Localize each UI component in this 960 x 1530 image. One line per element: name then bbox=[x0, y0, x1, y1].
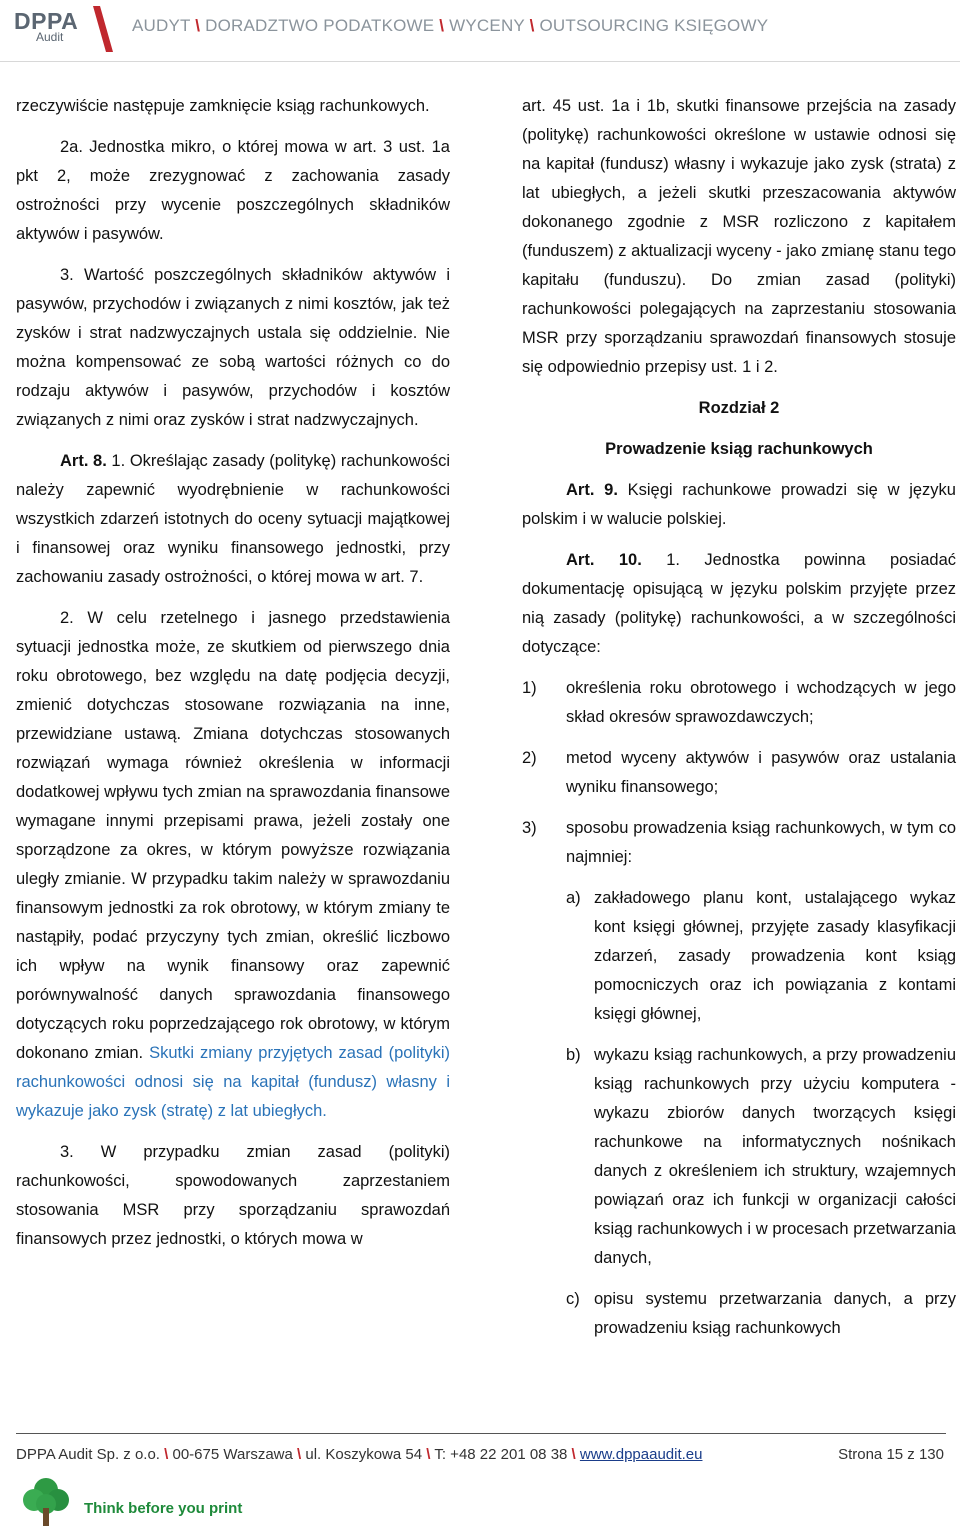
paragraph-text: Księgi rachunkowe prowadzi się w języku polskim i w walucie polskiej. bbox=[522, 481, 956, 528]
list-marker: b) bbox=[566, 1046, 581, 1064]
logo-slash-icon bbox=[91, 6, 115, 52]
list-marker: c) bbox=[566, 1290, 580, 1308]
header-divider bbox=[0, 61, 960, 62]
list-marker: a) bbox=[566, 889, 581, 907]
footer-company: DPPA Audit Sp. z o.o. bbox=[16, 1446, 160, 1463]
separator: \ bbox=[529, 16, 535, 35]
left-column bbox=[16, 92, 450, 1266]
paragraph-text: W celu rzetelnego i jasnego przedstawienia sytuacji jednostka może, ze skutkiem od pierwszego dnia roku obrotowego, bez względu na datę podjęcia decyzji, zmienić dotychczas stosowane rozwiązania na inne, przewidziane ustawą. Zmiana dotychczas stosowanych rozwiązań wymaga również określenia w informacji dodatkowej wpływu tych zmian na sprawozdania finansowe wymagane innymi przepisami prawa, jeżeli zostały one sporządzone za okres, w którym powyższe rozwiązania uległy zmianie. W przypadku takim należy w sprawozdaniu finansowym jednostki za rok obrotowy, w którym zmiany te nastąpiły, podać przyczyny tych zmian, określić liczbowo ich wpływ na wynik finansowy oraz zapewnić porównywalność danych sprawozdania finansowego dotyczących roku poprzedzającego rok obrotowy, w którym dokonano zmian. bbox=[16, 609, 450, 1062]
list-marker: 3) bbox=[522, 819, 537, 837]
page-header bbox=[0, 0, 960, 62]
chapter-heading: Rozdział 2 bbox=[698, 399, 780, 417]
paragraph-text: Wartość poszczególnych składników aktywów i pasywów, przychodów i związanych z nimi kosztów, jak też zysków i strat nadzwyczajnych ustala się oddzielnie. Nie można kompensować ze sobą wartości różnych co do rodzaju aktywów i pasywów, przychodów i kosztów związanych z nimi oraz zysków i strat nadzwyczajnych. bbox=[16, 266, 450, 429]
list-marker: 1) bbox=[522, 679, 537, 697]
website-link[interactable]: www.dppaaudit.eu bbox=[579, 1446, 703, 1463]
paragraph-number: 2. bbox=[60, 609, 74, 627]
footer-divider bbox=[16, 1433, 946, 1434]
paragraph bbox=[16, 1138, 450, 1254]
paragraph: art. 45 ust. 1a i 1b, skutki finansowe przejścia na zasady (politykę) rachunkowości określone w ustawie odnosi się na kapitał (fundusz) własny i wykazuje jako zysk (strata) z lat ubiegłych, a jeżeli skutki przeszacowania aktywów dokonanego zgodnie z MSR rozliczono z kapitałem (funduszem) z aktualizacji wyceny - jako zmianę stanu tego kapitału (funduszu). Do zmian zasad (polityki) rachunkowości polegających na zaprzestaniu stosowania MSR przy sporządzaniu sprawozdań finansowych stosuje się odpowiednio przepisy ust. 1 i 2. bbox=[522, 97, 956, 376]
sub-list-item bbox=[522, 884, 956, 1029]
list-item bbox=[522, 674, 956, 732]
company-logo[interactable] bbox=[14, 8, 124, 52]
list-marker: 2) bbox=[522, 749, 537, 767]
separator: \ bbox=[571, 1446, 576, 1463]
paragraph: rzeczywiście następuje zamknięcie ksiąg rachunkowych. bbox=[16, 97, 430, 115]
article-label: Art. 8. bbox=[60, 452, 107, 470]
list-item-text: określenia roku obrotowego i wchodzących w jego skład okresów sprawozdawczych; bbox=[566, 679, 956, 726]
paragraph-text: W przypadku zmian zasad (polityki) rachunkowości, spowodowanych zaprzestaniem stosowania MSR przy sporządzaniu sprawozdań finansowych przez jednostki, o których mowa w bbox=[16, 1143, 450, 1248]
footer-phone: T: +48 22 201 08 38 bbox=[434, 1446, 568, 1463]
footer-street: ul. Koszykowa 54 bbox=[305, 1446, 423, 1463]
page-number: Strona 15 z 130 bbox=[838, 1446, 944, 1463]
footer-contact bbox=[16, 1446, 702, 1463]
sub-list-item bbox=[522, 1041, 956, 1273]
paragraph-number: 3. bbox=[60, 1143, 74, 1161]
footer-address: 00-675 Warszawa bbox=[172, 1446, 293, 1463]
sub-list-item bbox=[522, 1285, 956, 1343]
nav-tax: DORADZTWO PODATKOWE bbox=[205, 16, 435, 35]
paragraph-text: Określając zasady (politykę) rachunkowości należy zapewnić wyodrębnienie w rachunkowości wszystkich zdarzeń istotnych do oceny sytuacji majątkowej i finansowej oraz wyniku finansowego jednostki, przy zachowaniu zasady ostrożności, o której mowa w art. 7. bbox=[16, 452, 450, 586]
nav-valuation: WYCENY bbox=[449, 16, 525, 35]
separator: \ bbox=[164, 1446, 169, 1463]
right-column bbox=[522, 92, 956, 1355]
tree-icon bbox=[16, 1472, 76, 1528]
paragraph-number: 1. bbox=[106, 452, 126, 470]
header-services bbox=[132, 16, 768, 36]
list-item-text: zakładowego planu kont, ustalającego wykaz kont księgi głównej, przyjęte zasady klasyfikacji zdarzeń, zasady prowadzenia kont ksiąg pomocniczych oraz ich powiązania z kontami księgi głównej, bbox=[594, 889, 956, 1023]
logo-text: DPPA bbox=[14, 8, 79, 34]
separator: \ bbox=[439, 16, 445, 35]
article-10 bbox=[522, 546, 956, 662]
slogan: Think before you print bbox=[84, 1500, 243, 1517]
nav-audit: AUDYT bbox=[132, 16, 191, 35]
article-9 bbox=[522, 476, 956, 534]
list-item-text: sposobu prowadzenia ksiąg rachunkowych, w tym co najmniej: bbox=[566, 819, 956, 866]
paragraph-number: 3. bbox=[60, 266, 74, 284]
paragraph bbox=[16, 604, 450, 1126]
paragraph-text: Jednostka powinna posiadać dokumentację opisującą w języku polskim przyjęte przez nią zasady (politykę) rachunkowości, a w szczególności dotyczące: bbox=[522, 551, 956, 656]
list-item-text: metod wyceny aktywów i pasywów oraz ustalania wyniku finansowego; bbox=[566, 749, 956, 796]
list-item bbox=[522, 814, 956, 872]
separator: \ bbox=[426, 1446, 431, 1463]
article-label: Art. 9. bbox=[566, 481, 618, 499]
article-label: Art. 10. bbox=[566, 551, 642, 569]
list-item-text: opisu systemu przetwarzania danych, a przy prowadzeniu ksiąg rachunkowych bbox=[594, 1290, 956, 1337]
paragraph: 2a. Jednostka mikro, o której mowa w art. 3 ust. 1a pkt 2, może zrezygnować z zachowania zasady ostrożności przy wycenie poszczególnych składników aktywów i pasywów. bbox=[16, 138, 450, 243]
list-item-text: wykazu ksiąg rachunkowych, a przy prowadzeniu ksiąg rachunkowych przy użyciu komputera - wykazu zbiorów danych tworzących księgi rachunkowe na informatycznych nośnikach danych z określeniem ich struktury, wzajemnych powiązań oraz ich funkcji w organizacji całości ksiąg rachunkowych i w procesach przetwarzania danych, bbox=[594, 1046, 956, 1267]
separator: \ bbox=[195, 16, 201, 35]
list-item bbox=[522, 744, 956, 802]
paragraph-number: 1. bbox=[641, 551, 680, 569]
paragraph bbox=[16, 261, 450, 435]
separator: \ bbox=[297, 1446, 302, 1463]
chapter-title: Prowadzenie ksiąg rachunkowych bbox=[605, 440, 873, 458]
nav-outsourcing: OUTSOURCING KSIĘGOWY bbox=[539, 16, 769, 35]
highlighted-text: Skutki zmiany przyjętych zasad (polityki) rachunkowości odnosi się na kapitał (fundusz) własny i wykazuje jako zysk (stratę) z lat ubiegłych. bbox=[16, 1044, 450, 1120]
article-8 bbox=[16, 447, 450, 592]
logo-subtext: Audit bbox=[36, 30, 64, 44]
